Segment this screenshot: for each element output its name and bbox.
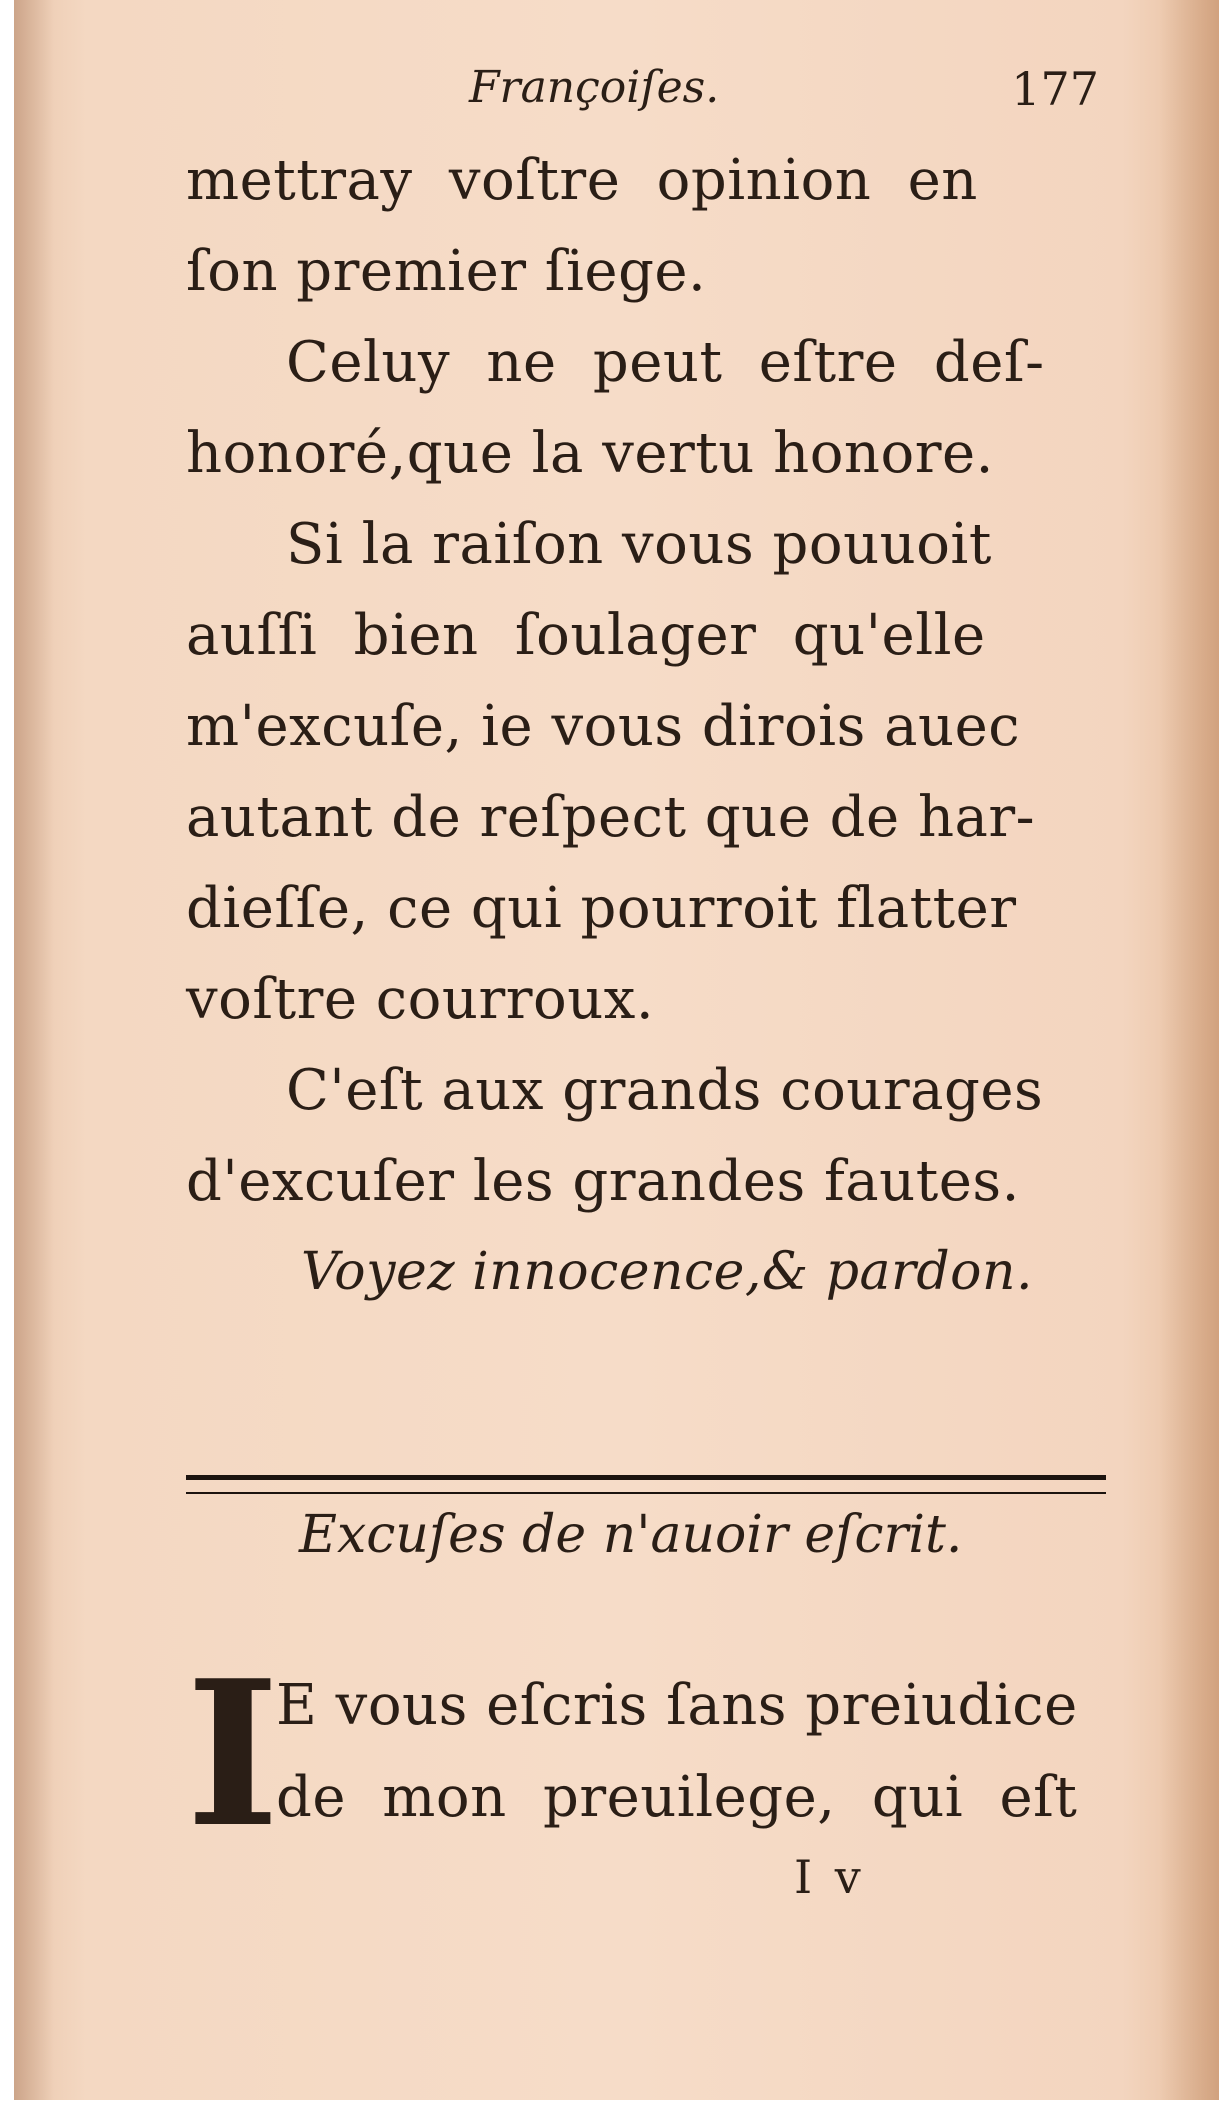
text-line: voſtre courroux. — [186, 967, 655, 1032]
text-line: ſon premier ſiege. — [186, 239, 707, 304]
main-text — [186, 135, 1106, 1318]
text-line: auſſi bien ſoulager qu'elle — [186, 603, 986, 668]
cross-reference: Voyez innocence,& pardon. — [301, 1242, 1033, 1302]
page-edge-stain — [1159, 0, 1219, 2100]
section-divider-rule — [186, 1475, 1106, 1494]
text-line: C'eſt aux grands courages — [286, 1058, 1044, 1123]
text-line: de mon preuilege, qui eſt — [276, 1765, 1078, 1830]
text-line: d'excuſer les grandes fautes. — [186, 1149, 1020, 1214]
text-line: m'excuſe, ie vous dirois auec — [186, 694, 1021, 759]
page-number: 177 — [1011, 62, 1099, 116]
text-line: autant de reſpect que de har- — [186, 785, 1036, 850]
drop-cap: I — [186, 1637, 280, 1872]
text-line: E vous eſcris ſans preiudice — [276, 1673, 1078, 1738]
section-text — [276, 1660, 1106, 1844]
page-header — [469, 62, 1109, 132]
text-line: mettray voſtre opinion en — [186, 148, 978, 213]
book-page — [14, 0, 1219, 2100]
text-line: Celuy ne peut eſtre deſ- — [286, 330, 1045, 395]
text-line: dieſſe, ce qui pourroit flatter — [186, 876, 1017, 941]
text-line: honoré,que la vertu honore. — [186, 421, 994, 486]
gutter-shadow — [14, 0, 54, 2100]
text-line: Si la raiſon vous pouuoit — [286, 512, 992, 577]
running-head: Françoiſes. — [469, 62, 720, 113]
signature-mark: I v — [794, 1850, 865, 1904]
section-heading: Excuſes de n'auoir eſcrit. — [299, 1505, 963, 1565]
